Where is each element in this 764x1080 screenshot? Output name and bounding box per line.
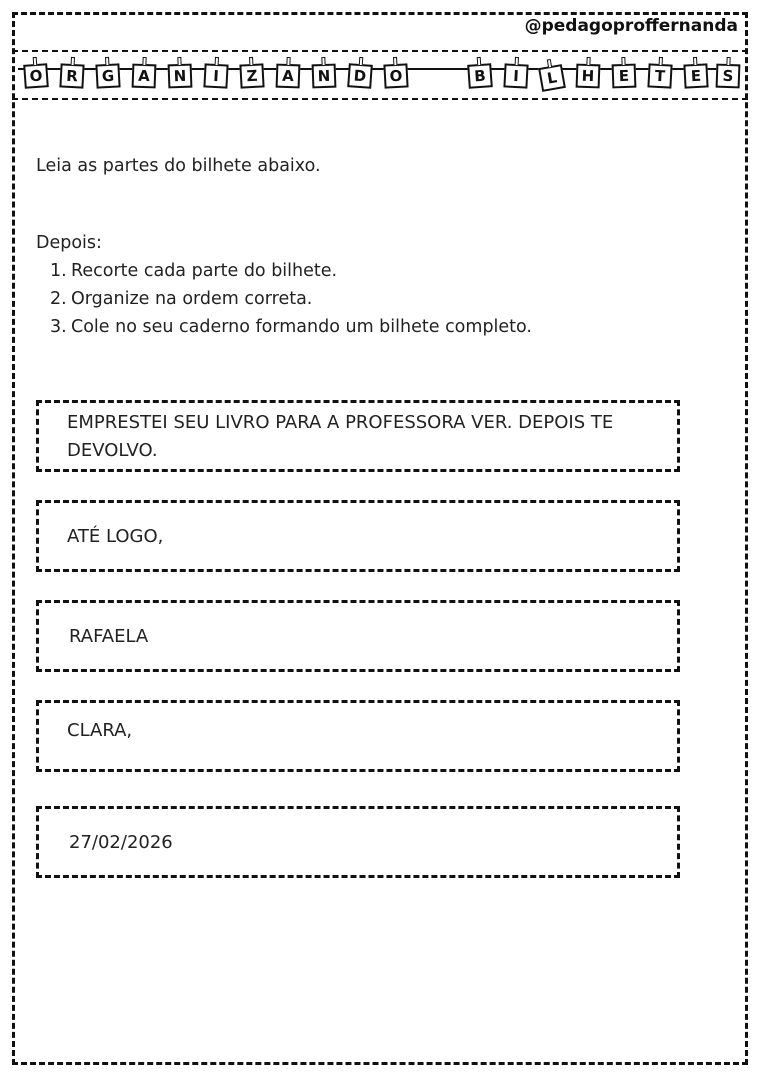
- note-piece-date[interactable]: [36, 806, 680, 878]
- title-banner: [12, 52, 748, 100]
- banner-letter: G: [95, 63, 120, 88]
- step-number: 2.: [50, 289, 67, 309]
- note-piece-signature[interactable]: [36, 600, 680, 672]
- banner-letter: I: [503, 63, 528, 88]
- note-piece-text: ATÉ LOGO,: [67, 526, 164, 547]
- step-number: 3.: [50, 317, 67, 337]
- banner-letter: O: [383, 63, 408, 88]
- note-piece-message[interactable]: [36, 400, 680, 472]
- author-handle: @pedagoproffernanda: [524, 16, 738, 36]
- banner-letter: B: [467, 63, 493, 89]
- banner-letter: I: [203, 63, 228, 88]
- banner-letter: R: [59, 63, 84, 88]
- banner-letter: H: [576, 64, 601, 89]
- note-piece-text: CLARA,: [67, 720, 133, 741]
- then-label: Depois:: [36, 233, 102, 253]
- note-piece-text: EMPRESTEI SEU LIVRO PARA A PROFESSORA VER. DEPOIS TE DEVOLVO.: [67, 412, 614, 461]
- note-piece-text: 27/02/2026: [69, 832, 173, 853]
- banner-letter: O: [23, 63, 49, 89]
- banner-letter: A: [132, 64, 157, 89]
- step-text: Organize na ordem correta.: [71, 289, 313, 309]
- banner-letter: D: [347, 63, 373, 89]
- step-number: 1.: [50, 261, 67, 281]
- banner-letter: N: [168, 64, 193, 89]
- banner-letter: N: [312, 64, 337, 89]
- banner-letter: T: [647, 63, 672, 88]
- step-text: Recorte cada parte do bilhete.: [71, 261, 338, 281]
- banner-letter: E: [612, 64, 637, 89]
- intro-text: Leia as partes do bilhete abaixo.: [36, 156, 321, 176]
- banner-letter: S: [716, 64, 741, 89]
- note-piece-text: RAFAELA: [69, 626, 149, 647]
- note-piece-greeting[interactable]: [36, 700, 680, 772]
- note-piece-closing[interactable]: [36, 500, 680, 572]
- banner-letter: E: [683, 63, 708, 88]
- banner-letter: L: [538, 64, 566, 92]
- step-text: Cole no seu caderno formando um bilhete completo.: [71, 317, 532, 337]
- banner-letter: Z: [239, 63, 264, 88]
- banner-letter: A: [276, 64, 301, 89]
